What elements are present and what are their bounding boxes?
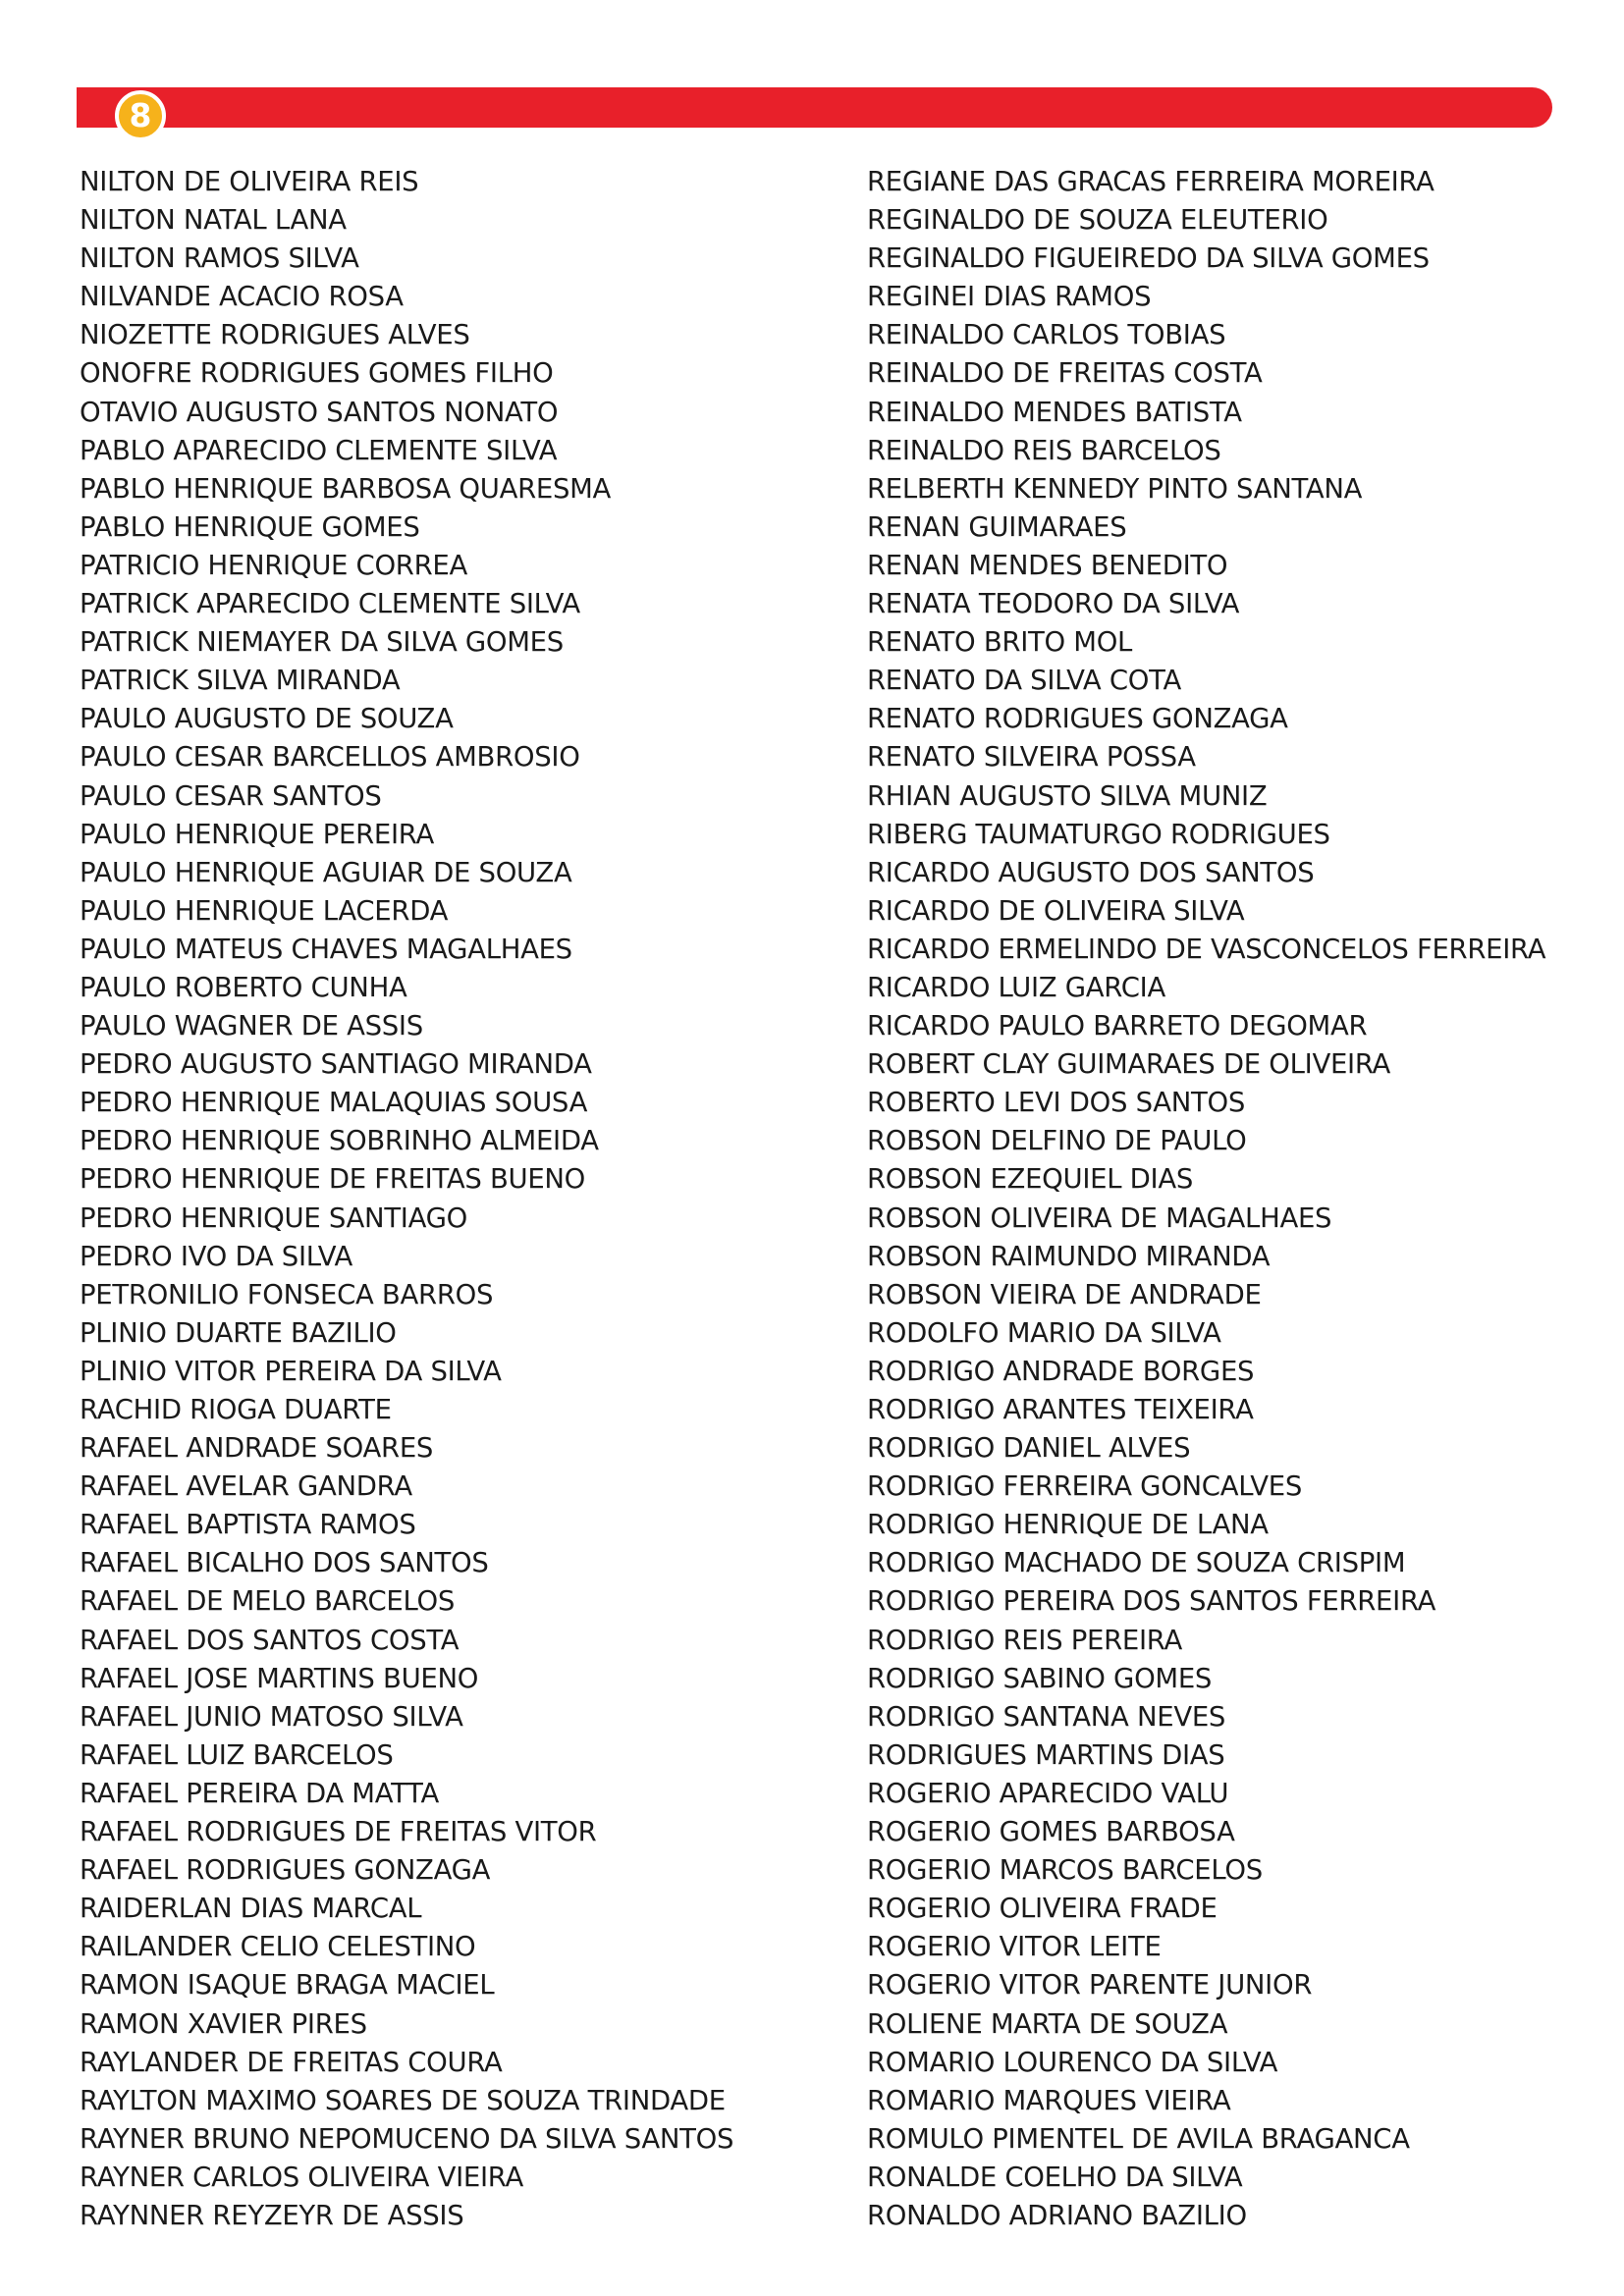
name-entry: ROBSON OLIVEIRA DE MAGALHAES	[867, 1201, 1332, 1234]
name-entry: RAFAEL BICALHO DOS SANTOS	[80, 1547, 489, 1579]
name-entry: ROBSON RAIMUNDO MIRANDA	[867, 1240, 1271, 1272]
name-entry: RONALDO ADRIANO BAZILIO	[867, 2199, 1247, 2231]
name-entry: RICARDO LUIZ GARCIA	[867, 971, 1165, 1003]
name-entry: RENATO RODRIGUES GONZAGA	[867, 703, 1288, 735]
name-entry: REGIANE DAS GRACAS FERREIRA MOREIRA	[867, 166, 1435, 197]
name-entry: RIBERG TAUMATURGO RODRIGUES	[867, 818, 1330, 850]
name-entry: OTAVIO AUGUSTO SANTOS NONATO	[80, 396, 559, 428]
name-entry: RAFAEL RODRIGUES GONZAGA	[80, 1854, 491, 1887]
name-entry: RODRIGO DANIEL ALVES	[867, 1432, 1191, 1465]
name-entry: NILTON RAMOS SILVA	[80, 242, 359, 275]
name-entry: NILVANDE ACACIO ROSA	[80, 281, 404, 313]
name-entry: REINALDO DE FREITAS COSTA	[867, 357, 1263, 390]
name-entry: RAYNNER REYZEYR DE ASSIS	[80, 2199, 464, 2231]
name-entry: RODRIGO SANTANA NEVES	[867, 1700, 1226, 1733]
name-entry: PETRONILIO FONSECA BARROS	[80, 1278, 494, 1310]
name-entry: ROMARIO LOURENCO DA SILVA	[867, 2046, 1278, 2078]
name-entry: RICARDO AUGUSTO DOS SANTOS	[867, 856, 1315, 888]
name-entry: RENATA TEODORO DA SILVA	[867, 588, 1240, 620]
name-entry: ROGERIO OLIVEIRA FRADE	[867, 1893, 1218, 1925]
name-entry: RACHID RIOGA DUARTE	[80, 1394, 392, 1425]
name-entry: RAFAEL RODRIGUES DE FREITAS VITOR	[80, 1816, 597, 1848]
name-entry: PEDRO HENRIQUE SOBRINHO ALMEIDA	[80, 1125, 599, 1157]
name-entry: REGINALDO DE SOUZA ELEUTERIO	[867, 204, 1328, 237]
name-entry: RICARDO ERMELINDO DE VASCONCELOS FERREIRA	[867, 933, 1546, 965]
name-entry: RODRIGO ANDRADE BORGES	[867, 1355, 1255, 1387]
name-entry: RAFAEL BAPTISTA RAMOS	[80, 1509, 416, 1541]
name-entry: RAFAEL JUNIO MATOSO SILVA	[80, 1700, 463, 1733]
name-entry: PAULO AUGUSTO DE SOUZA	[80, 703, 454, 735]
name-entry: RAYNER BRUNO NEPOMUCENO DA SILVA SANTOS	[80, 2122, 734, 2155]
name-entry: RODOLFO MARIO DA SILVA	[867, 1316, 1221, 1349]
name-entry: PAULO HENRIQUE PEREIRA	[80, 818, 434, 850]
page-number-badge: 8	[115, 90, 166, 141]
name-entry: RAFAEL DE MELO BARCELOS	[80, 1585, 456, 1618]
name-entry: PABLO APARECIDO CLEMENTE SILVA	[80, 434, 558, 466]
name-entry: PEDRO AUGUSTO SANTIAGO MIRANDA	[80, 1048, 592, 1081]
name-entry: RODRIGUES MARTINS DIAS	[867, 1738, 1225, 1771]
name-entry: PEDRO HENRIQUE DE FREITAS BUENO	[80, 1163, 586, 1196]
name-entry: PLINIO VITOR PEREIRA DA SILVA	[80, 1355, 502, 1387]
name-entry: ROGERIO GOMES BARBOSA	[867, 1816, 1235, 1848]
name-entry: ROBSON EZEQUIEL DIAS	[867, 1163, 1194, 1196]
name-entry: REGINALDO FIGUEIREDO DA SILVA GOMES	[867, 242, 1430, 275]
name-entry: RAFAEL JOSE MARTINS BUENO	[80, 1662, 479, 1694]
name-entry: RAMON ISAQUE BRAGA MACIEL	[80, 1969, 495, 2002]
name-entry: ONOFRE RODRIGUES GOMES FILHO	[80, 357, 554, 390]
name-entry: PATRICK APARECIDO CLEMENTE SILVA	[80, 588, 580, 620]
name-entry: ROBSON VIEIRA DE ANDRADE	[867, 1278, 1262, 1310]
name-entry: REINALDO REIS BARCELOS	[867, 434, 1221, 466]
name-entry: NILTON DE OLIVEIRA REIS	[80, 166, 419, 197]
name-entry: RAFAEL ANDRADE SOARES	[80, 1432, 434, 1465]
name-entry: ROMULO PIMENTEL DE AVILA BRAGANCA	[867, 2122, 1410, 2155]
name-entry: PATRICK SILVA MIRANDA	[80, 665, 401, 697]
name-entry: RAIDERLAN DIAS MARCAL	[80, 1893, 422, 1925]
name-entry: RODRIGO FERREIRA GONCALVES	[867, 1470, 1302, 1503]
name-entry: PAULO CESAR BARCELLOS AMBROSIO	[80, 741, 580, 774]
name-entry: REINALDO MENDES BATISTA	[867, 396, 1242, 428]
names-list-left	[80, 163, 845, 2235]
name-entry: RODRIGO PEREIRA DOS SANTOS FERREIRA	[867, 1585, 1436, 1618]
name-entry: PEDRO HENRIQUE MALAQUIAS SOUSA	[80, 1087, 588, 1119]
name-entry: RENATO DA SILVA COTA	[867, 665, 1181, 697]
name-entry: RODRIGO REIS PEREIRA	[867, 1624, 1182, 1656]
name-entry: NILTON NATAL LANA	[80, 204, 347, 237]
name-entry: PEDRO IVO DA SILVA	[80, 1240, 353, 1272]
name-entry: RAYNER CARLOS OLIVEIRA VIEIRA	[80, 2161, 524, 2193]
name-entry: ROGERIO MARCOS BARCELOS	[867, 1854, 1263, 1887]
name-entry: PLINIO DUARTE BAZILIO	[80, 1316, 397, 1349]
name-entry: RAYLANDER DE FREITAS COURA	[80, 2046, 503, 2078]
header-bar	[77, 87, 1552, 128]
name-entry: ROMARIO MARQUES VIEIRA	[867, 2084, 1231, 2116]
name-entry: RAILANDER CELIO CELESTINO	[80, 1931, 476, 1963]
name-entry: ROGERIO VITOR LEITE	[867, 1931, 1162, 1963]
name-entry: REINALDO CARLOS TOBIAS	[867, 319, 1226, 351]
name-entry: PATRICIO HENRIQUE CORREA	[80, 549, 468, 581]
name-entry: PABLO HENRIQUE GOMES	[80, 510, 420, 543]
name-entry: RODRIGO ARANTES TEIXEIRA	[867, 1394, 1254, 1425]
name-entry: PAULO MATEUS CHAVES MAGALHAES	[80, 933, 572, 965]
name-entry: RICARDO PAULO BARRETO DEGOMAR	[867, 1010, 1368, 1042]
name-entry: ROBSON DELFINO DE PAULO	[867, 1125, 1247, 1157]
name-entry: RENATO SILVEIRA POSSA	[867, 741, 1196, 774]
name-entry: PAULO HENRIQUE AGUIAR DE SOUZA	[80, 856, 572, 888]
name-entry: PATRICK NIEMAYER DA SILVA GOMES	[80, 626, 564, 659]
name-entry: RAYLTON MAXIMO SOARES DE SOUZA TRINDADE	[80, 2084, 726, 2116]
name-entry: PABLO HENRIQUE BARBOSA QUARESMA	[80, 472, 612, 505]
name-entry: RHIAN AUGUSTO SILVA MUNIZ	[867, 779, 1268, 812]
name-entry: RENAN MENDES BENEDITO	[867, 549, 1228, 581]
name-entry: RELBERTH KENNEDY PINTO SANTANA	[867, 472, 1363, 505]
names-list-right	[867, 163, 1613, 2235]
name-entry: RAFAEL AVELAR GANDRA	[80, 1470, 412, 1503]
name-entry: RICARDO DE OLIVEIRA SILVA	[867, 894, 1245, 927]
name-entry: NIOZETTE RODRIGUES ALVES	[80, 319, 470, 351]
name-entry: ROLIENE MARTA DE SOUZA	[867, 2007, 1228, 2040]
name-entry: RAFAEL LUIZ BARCELOS	[80, 1738, 394, 1771]
name-entry: ROGERIO VITOR PARENTE JUNIOR	[867, 1969, 1313, 2002]
name-entry: RODRIGO HENRIQUE DE LANA	[867, 1509, 1269, 1541]
name-entry: PAULO ROBERTO CUNHA	[80, 971, 407, 1003]
name-entry: RODRIGO SABINO GOMES	[867, 1662, 1213, 1694]
name-entry: RAFAEL PEREIRA DA MATTA	[80, 1777, 439, 1809]
name-entry: RENAN GUIMARAES	[867, 510, 1127, 543]
name-entry: PAULO HENRIQUE LACERDA	[80, 894, 449, 927]
name-entry: ROGERIO APARECIDO VALU	[867, 1777, 1229, 1809]
name-entry: RAMON XAVIER PIRES	[80, 2007, 367, 2040]
name-entry: PEDRO HENRIQUE SANTIAGO	[80, 1201, 468, 1234]
name-entry: REGINEI DIAS RAMOS	[867, 281, 1152, 313]
name-entry: ROBERT CLAY GUIMARAES DE OLIVEIRA	[867, 1048, 1391, 1081]
name-entry: ROBERTO LEVI DOS SANTOS	[867, 1087, 1246, 1119]
name-entry: PAULO WAGNER DE ASSIS	[80, 1010, 423, 1042]
name-entry: RAFAEL DOS SANTOS COSTA	[80, 1624, 460, 1656]
name-entry: RODRIGO MACHADO DE SOUZA CRISPIM	[867, 1547, 1406, 1579]
name-entry: RENATO BRITO MOL	[867, 626, 1133, 659]
name-entry: PAULO CESAR SANTOS	[80, 779, 382, 812]
name-entry: RONALDE COELHO DA SILVA	[867, 2161, 1243, 2193]
